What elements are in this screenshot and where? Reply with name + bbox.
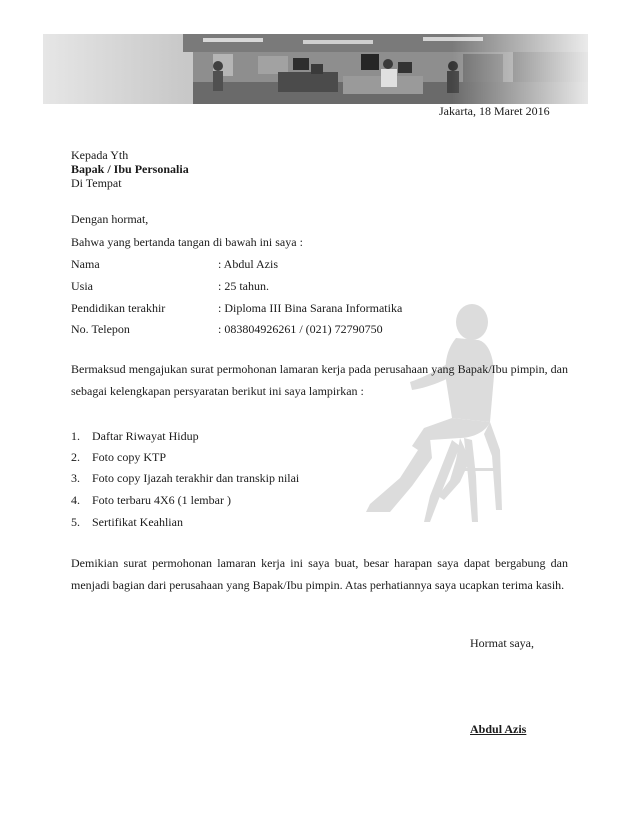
attachment-item: Daftar Riwayat Hidup bbox=[92, 429, 199, 443]
attachment-item: Sertifikat Keahlian bbox=[92, 515, 183, 529]
detail-value-age: : 25 tahun. bbox=[218, 279, 269, 293]
purpose-paragraph: Bermaksud mengajukan surat permohonan lamaran kerja pada perusahaan yang Bapak/Ibu pimpin, dan sebagai kelengkapan persyaratan berikut ini saya lampirkan : bbox=[71, 362, 568, 398]
detail-label-age: Usia bbox=[71, 279, 93, 293]
detail-value-phone: : 083804926261 / (021) 72790750 bbox=[218, 322, 383, 336]
attachment-number: 2. bbox=[71, 450, 80, 464]
detail-label-name: Nama bbox=[71, 257, 100, 271]
detail-label-phone: No. Telepon bbox=[71, 322, 130, 336]
attachment-number: 3. bbox=[71, 471, 80, 485]
recipient-line-3: Di Tempat bbox=[71, 176, 122, 190]
recipient-line-2: Bapak / Ibu Personalia bbox=[71, 162, 189, 176]
detail-label-education: Pendidikan terakhir bbox=[71, 301, 166, 315]
attachment-number: 1. bbox=[71, 429, 80, 443]
regards-text: Hormat saya, bbox=[470, 636, 534, 650]
signatory-name: Abdul Azis bbox=[470, 722, 527, 736]
attachment-number: 5. bbox=[71, 515, 80, 529]
attachment-item: Foto copy KTP bbox=[92, 450, 167, 464]
recipient-line-1: Kepada Yth bbox=[71, 148, 129, 162]
detail-value-name: : Abdul Azis bbox=[218, 257, 279, 271]
intro-text: Bahwa yang bertanda tangan di bawah ini saya : bbox=[71, 235, 303, 249]
closing-paragraph: Demikian surat permohonan lamaran kerja ini saya buat, besar harapan saya dapat bergabung dan menjadi bagian dari perusahaan yang Bapak/Ibu pimpin. Atas perhatiannya saya ucapkan terima kasih. bbox=[71, 556, 568, 592]
header-office-photo bbox=[43, 34, 588, 104]
attachment-number: 4. bbox=[71, 493, 80, 507]
detail-value-education: : Diploma III Bina Sarana Informatika bbox=[218, 301, 403, 315]
attachment-item: Foto terbaru 4X6 (1 lembar ) bbox=[92, 493, 231, 507]
greeting: Dengan hormat, bbox=[71, 212, 149, 226]
letter-date: Jakarta, 18 Maret 2016 bbox=[439, 104, 550, 118]
attachment-item: Foto copy Ijazah terakhir dan transkip nilai bbox=[92, 471, 300, 485]
